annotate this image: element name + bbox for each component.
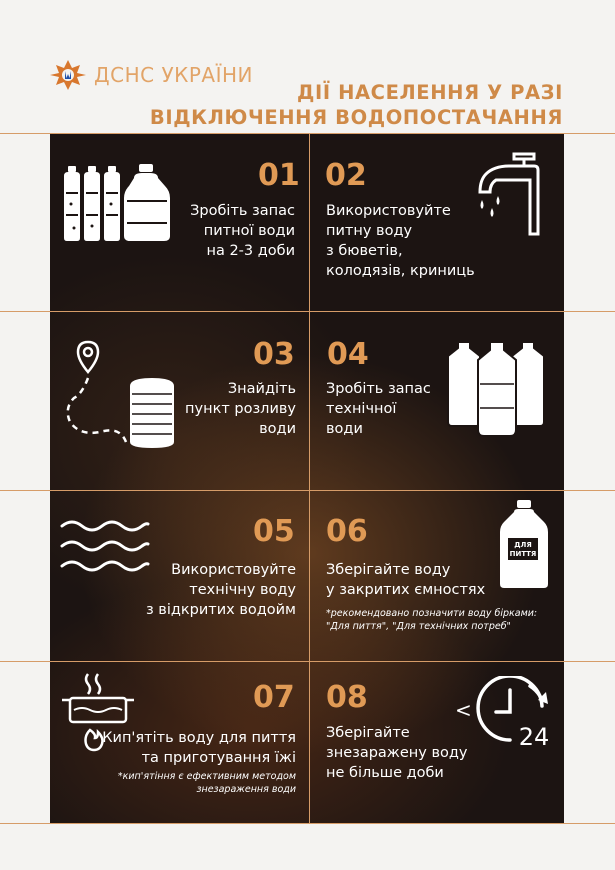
step-07-text: Кип'ятіть воду для пиття та приготування їжі xyxy=(102,730,296,766)
step-08-number: 08 xyxy=(326,680,368,715)
boiling-pot-icon xyxy=(60,672,142,752)
step-04-number: 04 xyxy=(327,337,369,372)
step-01-text: Зробіть запас питної води на 2-3 доби xyxy=(190,203,295,259)
step-07-note: *кип'ятіння є ефективним методом знезараження води xyxy=(117,771,296,795)
faucet-drops-icon xyxy=(470,152,556,238)
water-bottles-icon xyxy=(62,164,187,242)
step-03-text: Знайдіть пункт розливу води xyxy=(185,381,296,437)
step-02-number: 02 xyxy=(325,158,367,193)
org-name: ДСНС УКРАЇНИ xyxy=(94,63,253,87)
title-line-2: ВІДКЛЮЧЕННЯ ВОДОПОСТАЧАННЯ xyxy=(149,106,563,129)
location-route-tank-icon xyxy=(60,338,180,450)
divider-bottom xyxy=(0,823,615,824)
divider-row-3 xyxy=(0,661,615,662)
water-jugs-icon xyxy=(444,338,556,438)
step-04-text: Зробіть запас технічної води xyxy=(326,381,431,437)
divider-row-2 xyxy=(0,490,615,491)
dsns-emblem-icon xyxy=(50,60,86,90)
step-08-text: Зберігайте знезаражену воду не більше доби xyxy=(326,725,468,781)
divider-row-1 xyxy=(0,311,615,312)
step-05-number: 05 xyxy=(253,514,295,549)
labeled-jug-icon xyxy=(498,500,550,590)
less-than-sign: < xyxy=(455,698,472,722)
step-02-text: Використовуйте питну воду з бюветів, колодязів, криниць xyxy=(326,203,475,279)
step-07-number: 07 xyxy=(253,680,295,715)
step-03-number: 03 xyxy=(253,337,295,372)
jug-label-text: ДЛЯ xyxy=(514,541,532,549)
jug-label-text-2: ПИТТЯ xyxy=(509,550,537,558)
waves-icon xyxy=(60,516,150,576)
step-06-number: 06 xyxy=(326,514,368,549)
title-line-1: ДІЇ НАСЕЛЕННЯ У РАЗІ xyxy=(297,81,563,104)
divider-center xyxy=(309,134,310,824)
step-01-number: 01 xyxy=(258,158,300,193)
step-05-text: Використовуйте технічну воду з відкритих водойм xyxy=(145,562,296,618)
page-title xyxy=(150,80,563,130)
clock-24-icon xyxy=(476,676,558,752)
step-06-note: *рекомендовано позначити воду бірками: "Для пиття", "Для технічних потреб" xyxy=(326,608,538,632)
clock-24-label: 24 xyxy=(518,723,550,751)
step-06-text: Зберігайте воду у закритих ємностях xyxy=(326,562,486,598)
divider-top xyxy=(0,133,615,134)
